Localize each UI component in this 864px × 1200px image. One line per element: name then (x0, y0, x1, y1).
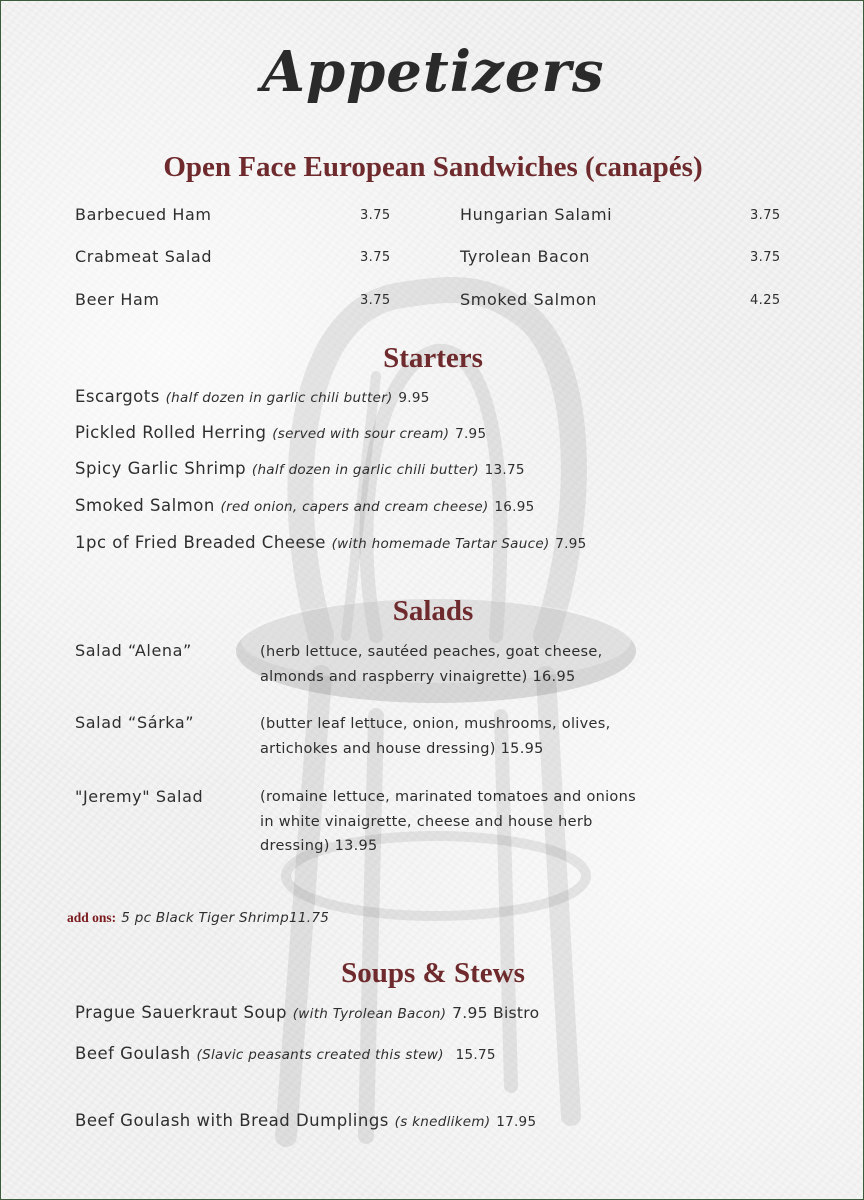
item-description: (with homemade Tartar Sauce) (331, 536, 550, 552)
starter-item (75, 459, 525, 478)
starter-item (75, 387, 430, 406)
add-ons-text: 5 pc Black Tiger Shrimp11.75 (121, 910, 330, 926)
item-price: 13.75 (484, 462, 525, 478)
item-price: 7.95 (455, 426, 487, 442)
starter-item (75, 496, 535, 515)
item-name: Escargots (75, 387, 160, 406)
section-heading-soups: Soups & Stews (341, 957, 525, 989)
section-heading-salads: Salads (392, 595, 474, 627)
item-price: 17.95 (496, 1114, 537, 1130)
item-name: 1pc of Fried Breaded Cheese (75, 533, 326, 552)
item-name: Beef Goulash with Bread Dumplings (75, 1111, 389, 1130)
item-name: Smoked Salmon (75, 496, 215, 515)
page-title: Appetizers (261, 39, 605, 105)
sandwich-name: Smoked Salmon (460, 290, 598, 309)
sandwich-price: 4.25 (750, 293, 781, 308)
item-price: 9.95 (398, 390, 430, 406)
sandwich-price: 3.75 (360, 250, 391, 265)
salad-description: (butter leaf lettuce, onion, mushrooms, olives, artichokes and house dressing) 15.95 (260, 716, 611, 757)
item-description: (half dozen in garlic chili butter) (165, 390, 393, 406)
item-description: (served with sour cream) (272, 426, 450, 442)
section-heading-starters: Starters (383, 342, 483, 374)
add-ons (67, 907, 329, 926)
item-description: (half dozen in garlic chili butter) (251, 462, 479, 478)
salad-description: (romaine lettuce, marinated tomatoes and onions in white vinaigrette, cheese and house herb dressing) 13.95 (260, 789, 636, 854)
item-price: 7.95 Bistro (452, 1004, 540, 1022)
item-description: (red onion, capers and cream cheese) (220, 499, 489, 515)
soup-item (75, 1044, 496, 1063)
sandwich-name: Hungarian Salami (460, 205, 613, 224)
soup-item (75, 1003, 539, 1022)
item-name: Pickled Rolled Herring (75, 423, 267, 442)
item-price: 15.75 (455, 1047, 496, 1063)
sandwich-name: Tyrolean Bacon (460, 247, 590, 266)
item-name: Beef Goulash (75, 1044, 191, 1063)
starter-item (75, 423, 486, 442)
sandwich-price: 3.75 (360, 293, 391, 308)
sandwich-price: 3.75 (360, 208, 391, 223)
item-name: Spicy Garlic Shrimp (75, 459, 247, 478)
item-description: (s knedlikem) (394, 1114, 491, 1130)
sandwich-price: 3.75 (750, 250, 781, 265)
section-heading-sandwiches: Open Face European Sandwiches (canapés) (163, 151, 703, 183)
salad-name: Salad “Sárka” (75, 713, 195, 732)
starter-item (75, 533, 587, 552)
item-price: 7.95 (555, 536, 587, 552)
sandwich-name: Barbecued Ham (75, 205, 212, 224)
item-description: (with Tyrolean Bacon) (292, 1006, 447, 1022)
item-name: Prague Sauerkraut Soup (75, 1003, 287, 1022)
sandwich-name: Beer Ham (75, 290, 160, 309)
sandwich-price: 3.75 (750, 208, 781, 223)
salad-name: "Jeremy" Salad (75, 787, 204, 806)
soup-item (75, 1111, 536, 1130)
salad-name: Salad “Alena” (75, 641, 192, 660)
sandwich-name: Crabmeat Salad (75, 247, 213, 266)
item-price: 16.95 (494, 499, 535, 515)
item-description: (Slavic peasants created this stew) (196, 1047, 444, 1063)
salad-description: (herb lettuce, sautéed peaches, goat cheese, almonds and raspberry vinaigrette) 16.95 (260, 644, 603, 685)
add-ons-label: add ons: (67, 910, 117, 925)
